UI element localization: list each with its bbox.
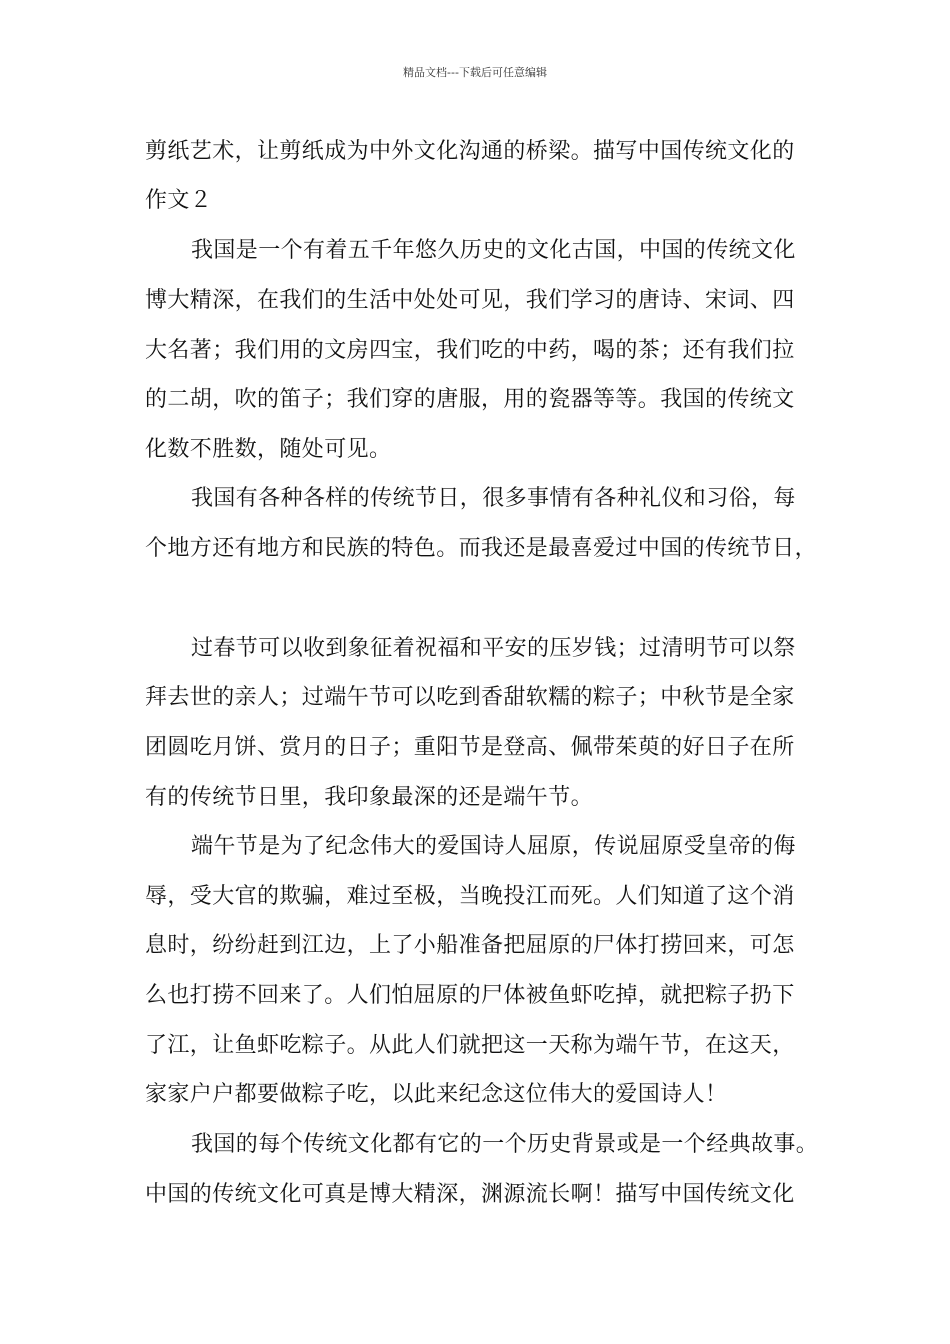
body-line: 家家户户都要做粽子吃，以此来纪念这位伟大的爱国诗人！ xyxy=(145,1082,728,1107)
body-line: 的二胡，吹的笛子；我们穿的唐服，用的瓷器等等。我国的传统文 xyxy=(145,387,795,412)
body-line: 了江，让鱼虾吃粽子。从此人们就把这一天称为端午节，在这天， xyxy=(145,1033,795,1058)
body-line: 剪纸艺术，让剪纸成为中外文化沟通的桥梁。描写中国传统文化的 xyxy=(145,139,795,164)
paragraph-start-line: 我国的每个传统文化都有它的一个历史背景或是一个经典故事。 xyxy=(191,1132,819,1157)
paragraph-start-line: 端午节是为了纪念伟大的爱国诗人屈原，传说屈原受皇帝的侮 xyxy=(191,834,796,859)
body-line: 么也打捞不回来了。人们怕屈原的尸体被鱼虾吃掉，就把粽子扔下 xyxy=(145,983,795,1008)
body-line: 中国的传统文化可真是博大精深，渊源流长啊！描写中国传统文化 xyxy=(145,1182,795,1207)
body-line: 化数不胜数，随处可见。 xyxy=(145,437,392,462)
body-line: 博大精深，在我们的生活中处处可见，我们学习的唐诗、宋词、四 xyxy=(145,288,795,313)
paragraph-start-line: 我国有各种各样的传统节日，很多事情有各种礼仪和习俗，每 xyxy=(191,486,796,511)
body-line: 作文２ xyxy=(145,188,213,213)
paragraph-start-line: 我国是一个有着五千年悠久历史的文化古国，中国的传统文化 xyxy=(191,238,796,263)
page-header: 精品文档---下载后可任意编辑 xyxy=(403,66,547,79)
body-line: 息时，纷纷赶到江边，上了小船准备把屈原的尸体打捞回来，可怎 xyxy=(145,933,795,958)
body-line: 个地方还有地方和民族的特色。而我还是最喜爱过中国的传统节日， xyxy=(145,536,818,561)
body-line: 有的传统节日里，我印象最深的还是端午节。 xyxy=(145,785,594,810)
body-line: 拜去世的亲人；过端午节可以吃到香甜软糯的粽子；中秋节是全家 xyxy=(145,685,795,710)
paragraph-start-line: 过春节可以收到象征着祝福和平安的压岁钱；过清明节可以祭 xyxy=(191,636,796,661)
body-line: 大名著；我们用的文房四宝，我们吃的中药，喝的茶；还有我们拉 xyxy=(145,338,795,363)
body-line: 团圆吃月饼、赏月的日子；重阳节是登高、佩带茱萸的好日子在所 xyxy=(145,735,795,760)
body-line: 辱，受大官的欺骗，难过至极，当晚投江而死。人们知道了这个消 xyxy=(145,884,795,909)
